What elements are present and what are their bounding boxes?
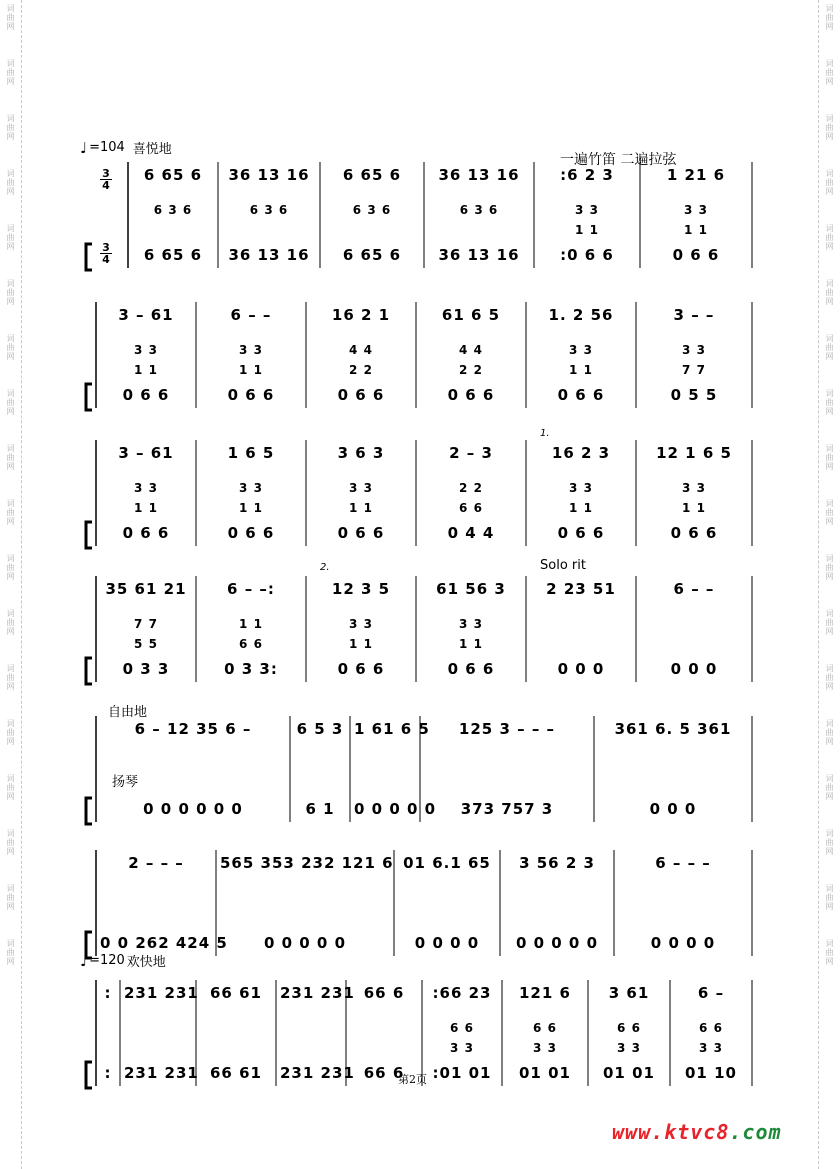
tempo-value: =104 [89, 140, 125, 155]
measure-cell: 3 3 [450, 1041, 474, 1055]
measure-cell: :6 2 3 [560, 166, 614, 184]
measure-cell: 0 6 6 [122, 524, 170, 542]
measure-cell: 1 1 [684, 223, 708, 237]
watermark-text: 词曲网 [825, 939, 834, 966]
measure-cell: 4 4 [459, 343, 483, 357]
watermark-text: 词曲网 [6, 939, 15, 966]
score-system [0, 160, 840, 272]
tempo-marking-1 [80, 138, 172, 157]
measure-cell: 6 3 6 [459, 203, 499, 217]
expression-text: 欢快地 [126, 955, 166, 970]
measure-cell [504, 890, 610, 906]
measure-cell [530, 636, 632, 652]
harmony-top-row [0, 616, 840, 638]
measure-cell: 01 01 [603, 1064, 655, 1082]
melody-row [0, 578, 840, 600]
watermark-text: 词曲网 [6, 444, 15, 471]
expression-text: 喜悦地 [132, 142, 172, 157]
watermark-text: 词曲网 [825, 389, 834, 416]
measure-cell: : [104, 1064, 112, 1082]
time-signature: 3 4 [100, 168, 112, 191]
watermark-text: 词曲网 [825, 829, 834, 856]
free-tempo-label: 自由地 [108, 705, 148, 720]
measure-cell: 5 5 [134, 637, 158, 651]
measure-cell: 0 6 6 [557, 386, 605, 404]
measure-cell [324, 222, 420, 238]
measure-cell: 36 13 16 [228, 246, 310, 264]
time-signature: 3 4 [100, 242, 112, 265]
measure-cell: 3 3 [575, 203, 599, 217]
melody-row [0, 982, 840, 1004]
measure-cell: 0 6 6 [557, 524, 605, 542]
measure-cell [222, 222, 316, 238]
watermark-text: 词曲网 [6, 554, 15, 581]
measure-cell: 0 0 0 0 0 [515, 934, 599, 952]
watermark-text: 词曲网 [6, 499, 15, 526]
measure-cell: 0 6 6 [227, 524, 275, 542]
measure-cell: 0 0 0 0 0 [263, 934, 347, 952]
watermark-text: 词曲网 [6, 829, 15, 856]
measure-cell [124, 1040, 192, 1056]
measure-cell: 36 13 16 [228, 166, 310, 184]
measure-cell [100, 1040, 116, 1056]
measure-cell: 0 0 0 0 0 0 [143, 800, 243, 818]
watermark-text: 词曲网 [825, 279, 834, 306]
measure-cell: 121 6 [519, 984, 571, 1002]
measure-cell: 36 13 16 [438, 246, 520, 264]
measure-cell: 2 23 51 [546, 580, 616, 598]
watermark-text: 词曲网 [825, 114, 834, 141]
measure-cell: :0 6 6 [560, 246, 614, 264]
measure-cell: 1 1 [569, 501, 593, 515]
measure-cell: 0 0 0 [670, 660, 718, 678]
measure-cell [398, 910, 496, 926]
measure-cell: 3 3 [459, 617, 483, 631]
tempo-value: =120 [89, 953, 125, 968]
measure-cell: 3 6 3 [337, 444, 385, 462]
harmony-mid-row [0, 1040, 840, 1062]
solo-rit-label: Solo rit [540, 558, 586, 573]
measure-cell: 2 – – – [128, 854, 184, 872]
measure-cell: 3 56 2 3 [519, 854, 595, 872]
measure-cell: 0 0 262 424 5 [100, 934, 228, 952]
measure-cell: 0 0 0 0 [414, 934, 480, 952]
measure-cell [504, 910, 610, 926]
measure-cell [618, 890, 748, 906]
measure-cell: 6 6 [450, 1021, 474, 1035]
harmony-top-row [0, 890, 840, 912]
measure-cell: 3 – – [673, 306, 715, 324]
score-system [0, 848, 840, 960]
watermark-text: 词曲网 [6, 169, 15, 196]
measure-cell: 2 2 [459, 363, 483, 377]
measure-cell: 3 3 [533, 1041, 557, 1055]
harmony-mid-row [0, 362, 840, 384]
measure-cell: 1 1 [239, 617, 263, 631]
watermark-text: 词曲网 [6, 389, 15, 416]
measure-cell: 3 3 [134, 481, 158, 495]
measure-cell: 2 2 [349, 363, 373, 377]
measure-cell: 6 65 6 [143, 246, 203, 264]
measure-cell: 6 65 6 [342, 166, 402, 184]
ending-2-label: 2. [320, 562, 330, 573]
measure-cell: 1 6 5 [227, 444, 275, 462]
measure-cell: 6 – [697, 984, 725, 1002]
page-number: 第2页 [398, 1073, 427, 1086]
score-system [0, 574, 840, 686]
measure-cell [598, 756, 748, 772]
measure-cell: 36 13 16 [438, 166, 520, 184]
instrument-note: 一遍竹笛 二遍拉弦 [560, 152, 677, 168]
measure-cell: 3 – 61 [118, 444, 174, 462]
watermark-text: 词曲网 [6, 774, 15, 801]
measure-cell [354, 756, 416, 772]
measure-cell: 6 – – [230, 306, 272, 324]
measure-cell: 6 – –: [227, 580, 275, 598]
measure-cell: 0 0 0 0 [650, 934, 716, 952]
measure-cell: 1 1 [349, 501, 373, 515]
watermark-text: 词曲网 [6, 719, 15, 746]
measure-cell: 6 6 [533, 1021, 557, 1035]
measure-cell: 0 5 5 [670, 386, 718, 404]
measure-cell [530, 616, 632, 632]
measure-cell [424, 756, 590, 772]
measure-cell: 2 – 3 [449, 444, 493, 462]
melody-row [0, 304, 840, 326]
measure-cell: 6 5 3 [296, 720, 344, 738]
measure-cell [100, 776, 286, 792]
measure-cell: 01 01 [519, 1064, 571, 1082]
watermark-text: 词曲网 [825, 609, 834, 636]
measure-cell: 66 6 [363, 984, 405, 1002]
bass-row [0, 932, 840, 954]
watermark-text: 词曲网 [825, 169, 834, 196]
measure-cell: 12 3 5 [331, 580, 391, 598]
measure-cell: 35 61 21 [105, 580, 187, 598]
measure-cell [100, 1020, 116, 1036]
yangqin-label: 扬琴 [112, 775, 139, 790]
measure-cell: 3 3 [239, 481, 263, 495]
harmony-mid-row [0, 636, 840, 658]
score-system [0, 300, 840, 412]
measure-cell: 3 3 [684, 203, 708, 217]
measure-cell: 3 3 [349, 617, 373, 631]
measure-cell: 1 21 6 [666, 166, 726, 184]
measure-cell: 0 3 3 [122, 660, 170, 678]
measure-cell: 6 3 6 [352, 203, 392, 217]
measure-cell [100, 756, 286, 772]
measure-cell [598, 776, 748, 792]
quarter-note-icon: ♩ [80, 138, 88, 157]
measure-cell [398, 890, 496, 906]
measure-cell: 0 6 6 [122, 386, 170, 404]
watermark-text: 词曲网 [825, 554, 834, 581]
watermark-text: 词曲网 [825, 334, 834, 361]
measure-cell: 6 – – [673, 580, 715, 598]
measure-cell: 61 6 5 [441, 306, 501, 324]
measure-cell: 6 6 [617, 1021, 641, 1035]
measure-cell [100, 890, 212, 906]
harmony-mid-row [0, 910, 840, 932]
measure-cell: 565 353 232 121 6 [220, 854, 394, 872]
measure-cell [124, 1020, 192, 1036]
harmony-mid-row [0, 500, 840, 522]
watermark-text: 词曲网 [825, 4, 834, 31]
measure-cell: 1 1 [239, 501, 263, 515]
watermark-text: 词曲网 [6, 334, 15, 361]
watermark-text: 词曲网 [6, 224, 15, 251]
watermark-text: 词曲网 [6, 884, 15, 911]
measure-cell: 0 6 6 [672, 246, 720, 264]
melody-row [0, 442, 840, 464]
measure-cell [132, 222, 214, 238]
measure-cell: 6 6 [459, 501, 483, 515]
measure-cell: 0 6 6 [337, 660, 385, 678]
measure-cell: 3 3 [569, 343, 593, 357]
bass-row [0, 658, 840, 680]
measure-cell: 6 65 6 [342, 246, 402, 264]
measure-cell: 3 3 [682, 481, 706, 495]
measure-cell: 1 1 [575, 223, 599, 237]
measure-cell: 1 1 [134, 501, 158, 515]
measure-cell: 6 65 6 [143, 166, 203, 184]
measure-cell: :01 01 [432, 1064, 492, 1082]
site-name: www.ktvc8 [612, 1120, 730, 1144]
measure-cell [350, 1020, 418, 1036]
watermark-text: 词曲网 [825, 774, 834, 801]
ending-1-label: 1. [540, 428, 550, 439]
measure-cell: 1 61 6 5 [354, 720, 430, 738]
measure-cell: 0 6 6 [337, 524, 385, 542]
measure-cell: 1 1 [349, 637, 373, 651]
measure-cell [640, 636, 748, 652]
measure-cell: 6 6 [239, 637, 263, 651]
bass-row [0, 384, 840, 406]
watermark-text: 词曲网 [825, 224, 834, 251]
measure-cell: 66 6 [363, 1064, 405, 1082]
measure-cell: 231 231 [280, 984, 355, 1002]
quarter-note-icon: ♩ [80, 951, 88, 970]
watermark-text: 词曲网 [6, 279, 15, 306]
measure-cell: 1 1 [459, 637, 483, 651]
measure-cell: 0 6 6 [447, 386, 495, 404]
measure-cell: 231 231 [124, 1064, 199, 1082]
measure-cell: 61 56 3 [436, 580, 506, 598]
measure-cell: 3 61 [608, 984, 650, 1002]
bass-row [0, 798, 840, 820]
measure-cell: 3 3 [134, 343, 158, 357]
measure-cell [294, 756, 346, 772]
measure-cell: 01 6.1 65 [403, 854, 491, 872]
measure-cell: 0 0 0 [649, 800, 697, 818]
measure-cell: 4 4 [349, 343, 373, 357]
measure-cell [220, 890, 390, 906]
measure-cell: 6 – 12 35 6 – [134, 720, 252, 738]
measure-cell: 2 2 [459, 481, 483, 495]
measure-cell [354, 776, 416, 792]
measure-cell: 3 3 [239, 343, 263, 357]
measure-cell [100, 910, 212, 926]
measure-cell [428, 222, 530, 238]
watermark-text: 词曲网 [825, 884, 834, 911]
measure-cell: 66 61 [210, 984, 262, 1002]
measure-cell: 6 3 6 [249, 203, 289, 217]
measure-cell: 0 6 6 [670, 524, 718, 542]
measure-cell: 0 6 6 [227, 386, 275, 404]
measure-cell: 373 757 3 [460, 800, 554, 818]
measure-cell [200, 1020, 272, 1036]
measure-cell: 0 6 6 [447, 660, 495, 678]
watermark-text: 词曲网 [6, 59, 15, 86]
measure-cell: 0 3 3: [224, 660, 278, 678]
harmony-top-row [0, 1020, 840, 1042]
watermark-text: 词曲网 [825, 444, 834, 471]
measure-cell: 0 0 0 0 0 [354, 800, 437, 818]
measure-cell: 3 3 [617, 1041, 641, 1055]
measure-cell: 7 7 [134, 617, 158, 631]
measure-cell [350, 1040, 418, 1056]
measure-cell: 0 0 0 [557, 660, 605, 678]
measure-cell: : [104, 984, 112, 1002]
measure-cell: 12 1 6 5 [656, 444, 732, 462]
watermark-text: 词曲网 [6, 4, 15, 31]
measure-cell: 1. 2 56 [548, 306, 614, 324]
measure-cell [640, 616, 748, 632]
melody-row [0, 718, 840, 740]
measure-cell: 1 1 [134, 363, 158, 377]
watermark-text: 词曲网 [825, 664, 834, 691]
measure-cell: 3 3 [682, 343, 706, 357]
score-system [0, 714, 840, 826]
measure-cell: 0 6 6 [337, 386, 385, 404]
measure-cell: 6 3 6 [153, 203, 193, 217]
measure-cell: 361 6. 5 361 [614, 720, 732, 738]
measure-cell: 0 4 4 [447, 524, 495, 542]
measure-cell: 1 1 [682, 501, 706, 515]
measure-cell: 7 7 [682, 363, 706, 377]
measure-cell [280, 1020, 342, 1036]
measure-cell: 3 – 61 [118, 306, 174, 324]
bass-row [0, 244, 840, 266]
measure-cell: 3 3 [349, 481, 373, 495]
measure-cell: 66 61 [210, 1064, 262, 1082]
site-watermark [612, 1120, 782, 1144]
measure-cell [618, 910, 748, 926]
measure-cell: 01 10 [685, 1064, 737, 1082]
measure-cell: 6 – – – [655, 854, 711, 872]
harmony-top-row [0, 756, 840, 778]
harmony-top-row [0, 342, 840, 364]
measure-cell: 231 231 [280, 1064, 355, 1082]
bass-row [0, 522, 840, 544]
measure-cell: 6 6 [699, 1021, 723, 1035]
measure-cell [220, 910, 390, 926]
harmony-mid-row [0, 222, 840, 244]
watermark-text: 词曲网 [6, 664, 15, 691]
harmony-mid-row [0, 776, 840, 798]
measure-cell: 3 3 [569, 481, 593, 495]
measure-cell: :66 23 [432, 984, 492, 1002]
measure-cell: 3 3 [699, 1041, 723, 1055]
site-suffix: .com [729, 1120, 782, 1144]
watermark-text: 词曲网 [6, 609, 15, 636]
measure-cell [280, 1040, 342, 1056]
measure-cell: 16 2 3 [551, 444, 611, 462]
measure-cell: 125 3 – – – [458, 720, 556, 738]
measure-cell [424, 776, 590, 792]
measure-cell [200, 1040, 272, 1056]
measure-cell: 231 231 [124, 984, 199, 1002]
measure-cell: 6 1 [305, 800, 335, 818]
harmony-top-row [0, 480, 840, 502]
measure-cell: 1 1 [239, 363, 263, 377]
score-system [0, 438, 840, 550]
measure-cell: 1 1 [569, 363, 593, 377]
harmony-top-row [0, 202, 840, 224]
melody-row [0, 852, 840, 874]
watermark-text: 词曲网 [6, 114, 15, 141]
watermark-text: 词曲网 [825, 59, 834, 86]
watermark-text: 词曲网 [825, 719, 834, 746]
melody-row [0, 164, 840, 186]
watermark-text: 词曲网 [825, 499, 834, 526]
measure-cell [294, 776, 346, 792]
measure-cell: 16 2 1 [331, 306, 391, 324]
